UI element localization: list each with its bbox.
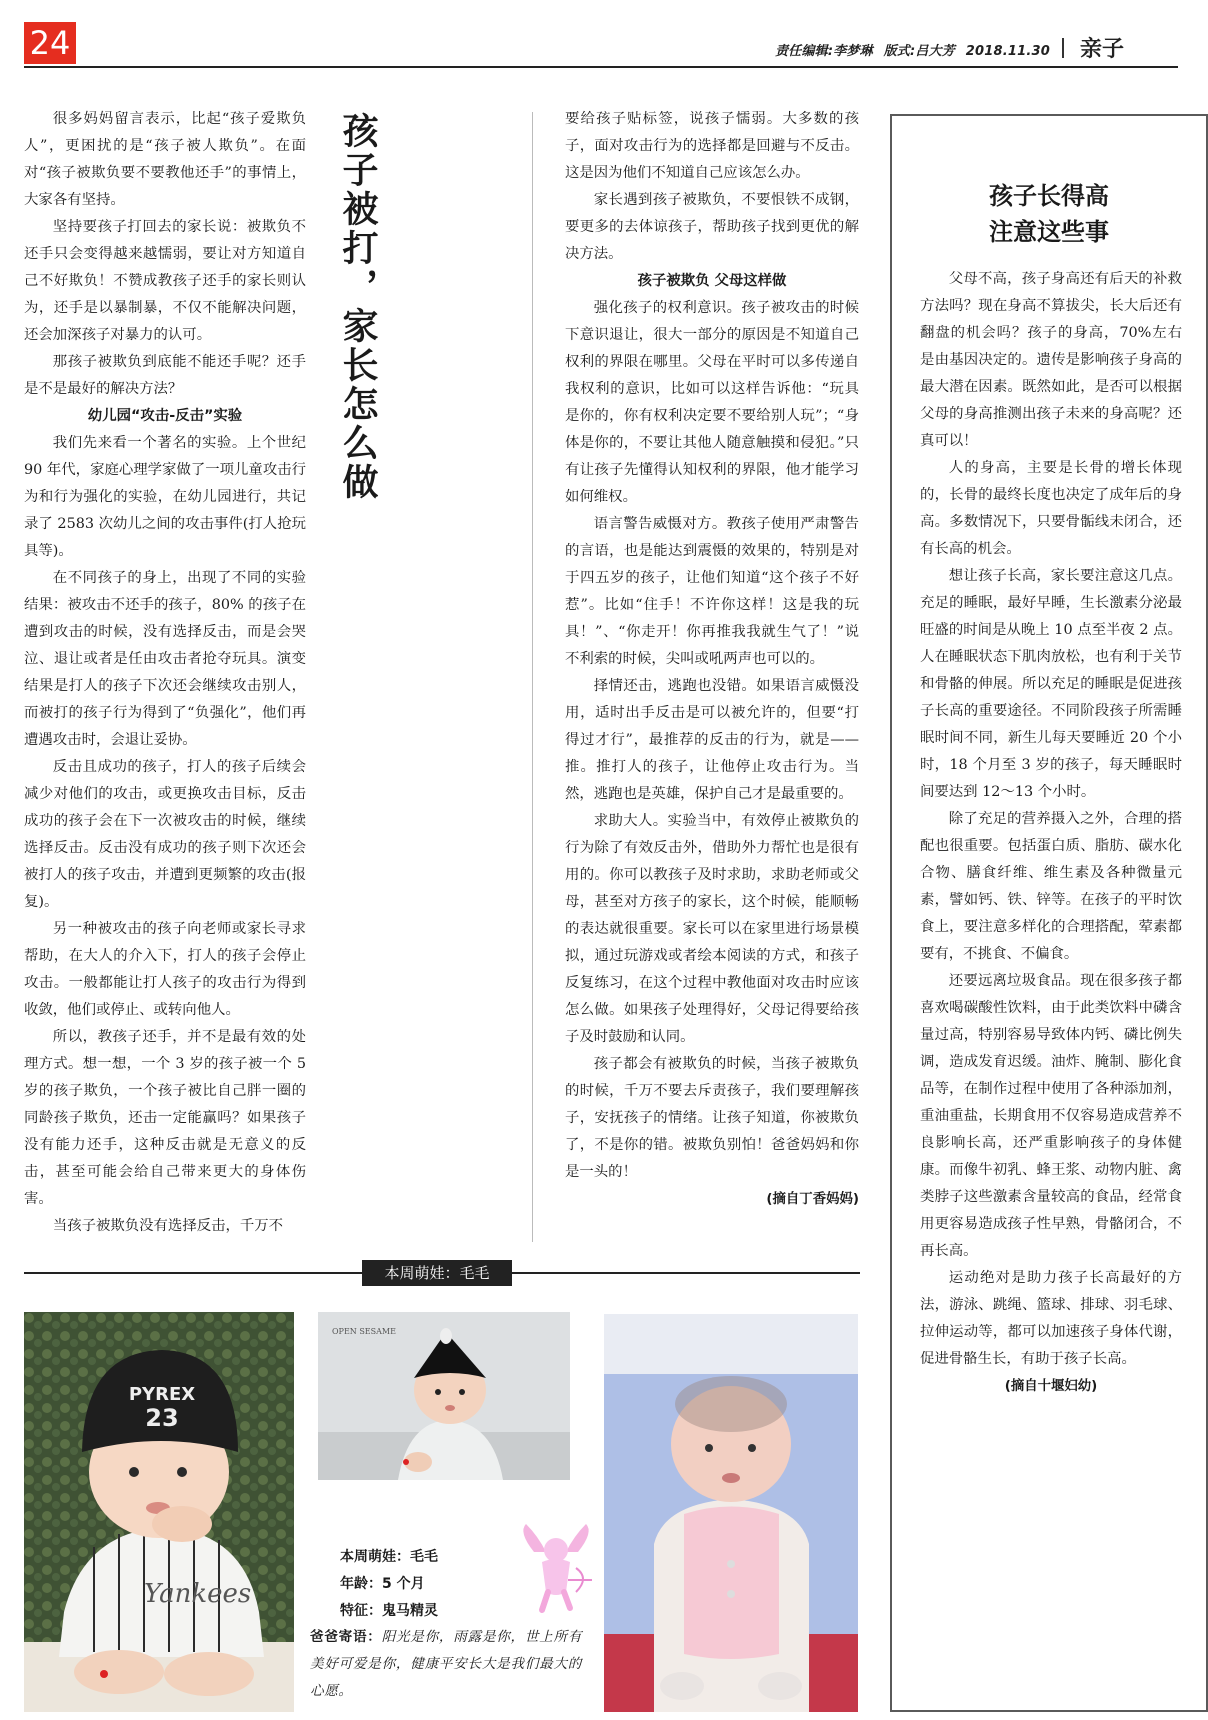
- article1-column-1: [24, 106, 306, 1246]
- paragraph: 反击且成功的孩子，打人的孩子后续会减少对他们的攻击，或更换攻击目标，反击成功的孩子会在下一次被攻击的时候，继续选择反击。反击没有成功的孩子则下次还会被打人的孩子攻击，并遭到更频繁的攻击(报复)。: [24, 759, 306, 910]
- paragraph: 孩子都会有被欺负的时候，当孩子被欺负的时候，千万不要去斥责孩子，我们要理解孩子，安抚孩子的情绪。让孩子知道，你被欺负了，不是你的错。被欺负别怕！爸爸妈妈和你是一头的！: [565, 1056, 859, 1180]
- baby-trait-line: 特征：鬼马精灵: [340, 1603, 438, 1619]
- paragraph: 家长遇到孩子被欺负，不要恨铁不成钢，要更多的去体谅孩子，帮助孩子找到更优的解决方法。: [565, 192, 859, 262]
- paragraph: 另一种被攻击的孩子向老师或家长寻求帮助，在大人的介入下，打人的孩子会停止攻击。一般都能让打人孩子的攻击行为得到收敛，他们或停止、或转向他人。: [24, 921, 306, 1018]
- photo2-logo: OPEN SESAME: [332, 1327, 396, 1336]
- paragraph: 要给孩子贴标签，说孩子懦弱。大多数的孩子，面对攻击行为的选择都是回避与不反击。这是因为他们不知道自己应该怎么办。: [565, 111, 859, 181]
- baby-photo-1: [24, 1312, 294, 1712]
- paragraph: 坚持要孩子打回去的家长说：被欺负不还手只会变得越来越懦弱，要让对方知道自己不好欺负！不赞成教孩子还手的家长则认为，还手是以暴制暴，不仅不能解决问题，还会加深孩子对暴力的认可。: [24, 219, 306, 343]
- paragraph: 我们先来看一个著名的实验。上个世纪 90 年代，家庭心理学家做了一项儿童攻击行为和行为强化的实验，在幼儿园进行，共记录了 2583 次幼儿之间的攻击事件(打人抢玩具等)。: [24, 435, 306, 559]
- header-separator: [1062, 38, 1064, 58]
- baby-photo-2: [318, 1312, 570, 1480]
- article1-source: (摘自丁香妈妈): [766, 1192, 859, 1207]
- baby-wish-text: 阳光是你，雨露是你，世上所有美好可爱是你，健康平安长大是我们最大的心愿。: [310, 1629, 583, 1699]
- article2-title-line-2: 注意这些事: [989, 217, 1109, 246]
- hat-number: 23: [145, 1404, 179, 1432]
- page-number: 24: [24, 22, 76, 64]
- shirt-text: Yankees: [144, 1579, 252, 1609]
- paragraph: 父母不高，孩子身高还有后天的补救方法吗？现在身高不算拔尖，长大后还有翻盘的机会吗？孩子的身高，70%左右是由基因决定的。遗传是影响孩子身高的最大潜在因素。既然如此，是否可以根据父母的身高推测出孩子未来的身高呢？还真可以！: [920, 271, 1182, 449]
- paragraph: 除了充足的营养摄入之外，合理的搭配也很重要。包括蛋白质、脂肪、碳水化合物、膳食纤维、维生素及各种微量元素，譬如钙、铁、锌等。在孩子的平时饮食上，要注意多样化的合理搭配，荤素都要有，不挑食、不偏食。: [920, 811, 1182, 962]
- subheading: 幼儿园“攻击-反击”实验: [87, 408, 243, 424]
- article2-title: [890, 178, 1208, 250]
- paragraph: 强化孩子的权利意识。孩子被攻击的时候下意识退让，很大一部分的原因是不知道自己权利的界限在哪里。父母在平时可以多传递自我权利的意识，比如可以这样告诉他：“玩具是你的，你有权利决定要不要给别人玩”；“身体是你的，不要让其他人随意触摸和侵犯。”只有让孩子先懂得认知权利的界限，他才能学习如何维权。: [565, 300, 859, 505]
- paragraph: 在不同孩子的身上，出现了不同的实验结果：被攻击不还手的孩子，80% 的孩子在遭到攻击的时候，没有选择反击，而是会哭泣、退让或者是任由攻击者抢夺玩具。演变结果是打人的孩子下次还会继续攻击别人，而被打的孩子行为得到了“负强化”，他们再遭遇攻击时，会退让妥协。: [24, 570, 306, 748]
- paragraph: 还要远离垃圾食品。现在很多孩子都喜欢喝碳酸性饮料，由于此类饮料中磷含量过高，特别容易导致体内钙、磷比例失调，造成发育迟缓。油炸、腌制、膨化食品等，在制作过程中使用了各种添加剂，重油重盐，长期食用不仅容易造成营养不良影响长高，还严重影响孩子的身体健康。而像牛初乳、蜂王浆、动物内脏、禽类脖子这些激素含量较高的食品，经常食用更容易造成孩子性早熟，骨骼闭合，不再长高。: [920, 973, 1182, 1259]
- article2-column: [920, 266, 1182, 1666]
- issue-date: 2018.11.30: [965, 44, 1050, 59]
- baby-section-banner: 本周萌娃：毛毛: [362, 1260, 512, 1286]
- paragraph: 求助大人。实验当中，有效停止被欺负的行为除了有效反击外，借助外力帮忙也是很有用的。你可以教孩子及时求助，求助老师或父母，甚至对方孩子的家长，这个时候，能顺畅的表达就很重要。家长可以在家里进行场景模拟，通过玩游戏或者绘本阅读的方式，和孩子反复练习，在这个过程中教他面对攻击时应该怎么做。如果孩子处理得好，父母记得要给孩子及时鼓励和认同。: [565, 813, 859, 1045]
- article2-title-line-1: 孩子长得高: [989, 181, 1109, 210]
- article1-title: 孩子被打，家长怎么做: [337, 112, 379, 502]
- article1-column-2: [565, 106, 859, 1207]
- article2-source: (摘自十堰妇幼): [1004, 1379, 1098, 1394]
- paragraph: 所以，教孩子还手，并不是最有效的处理方式。想一想，一个 3 岁的孩子被一个 5 岁的孩子欺负，一个孩子被比自己胖一圈的同龄孩子欺负，还击一定能赢吗？如果孩子没有能力还手，这种反击就是无意义的反击，甚至可能会给自己带来更大的身体伤害。: [24, 1029, 306, 1207]
- paragraph: 择情还击，逃跑也没错。如果语言威慑没用，适时出手反击是可以被允许的，但要“打得过才行”，最推荐的反击的行为，就是——推。推打人的孩子，让他停止攻击行为。当然，逃跑也是英雄，保护自己才是最重要的。: [565, 678, 859, 802]
- baby-wish: [310, 1624, 582, 1705]
- baby-name-line: 本周萌娃：毛毛: [340, 1549, 438, 1565]
- paragraph: 想让孩子长高，家长要注意这几点。充足的睡眠，最好早睡，生长激素分泌最旺盛的时间是从晚上 10 点至半夜 2 点。人在睡眠状态下肌肉放松，也有利于关节和骨骼的伸展。所以充足的睡眠是促进孩子长高的重要途径。不同阶段孩子所需睡眠时间不同，新生儿每天要睡近 20 个小时，18 个月至 3 岁的孩子，每天睡眠时间要达到 12～13 个小时。: [920, 568, 1182, 800]
- paragraph: 语言警告威慑对方。教孩子使用严肃警告的言语，也是能达到震慑的效果的，特别是对于四五岁的孩子，让他们知道“这个孩子不好惹”。比如“住手！不许你这样！这是我的玩具！”、“你走开！你再推我我就生气了！”说不利索的时候，尖叫或吼两声也可以的。: [565, 516, 859, 667]
- header-credits: [769, 40, 1050, 59]
- baby-photo-1-illustration: [24, 1312, 294, 1712]
- paragraph: 那孩子被欺负到底能不能还手呢？还手是不是最好的解决方法？: [24, 354, 306, 397]
- baby-age-line: 年龄：5 个月: [340, 1576, 425, 1592]
- paragraph: 很多妈妈留言表示，比起“孩子爱欺负人”，更困扰的是“孩子被人欺负”。在面对“孩子被欺负要不要教他还手”的事情上，大家各有坚持。: [24, 111, 306, 208]
- baby-photo-3: [604, 1314, 858, 1712]
- paragraph: 人的身高，主要是长骨的增长体现的，长骨的最终长度也决定了成年后的身高。多数情况下，只要骨骺线未闭合，还有长高的机会。: [920, 460, 1182, 557]
- column-divider: [532, 112, 533, 1242]
- section-name: 亲子: [1079, 37, 1124, 62]
- layout-credit: 版式:吕大芳: [883, 44, 956, 59]
- cupid-icon: [516, 1522, 596, 1612]
- paragraph: 当孩子被欺负没有选择反击，千万不: [52, 1218, 284, 1234]
- header-rule: [24, 66, 1178, 68]
- subheading: 孩子被欺负 父母这样做: [637, 273, 787, 289]
- hat-text: PYREX: [128, 1384, 196, 1405]
- baby-photo-3-illustration: [604, 1314, 858, 1712]
- baby-wish-label: 爸爸寄语：: [310, 1629, 382, 1645]
- paragraph: 运动绝对是助力孩子长高最好的方法，游泳、跳绳、篮球、排球、羽毛球、拉伸运动等，都可以加速孩子身体代谢，促进骨骼生长，有助于孩子长高。: [920, 1270, 1182, 1367]
- baby-photo-2-illustration: [318, 1312, 570, 1480]
- baby-info: [340, 1544, 520, 1625]
- editor-credit: 责任编辑:李梦琳: [775, 44, 873, 59]
